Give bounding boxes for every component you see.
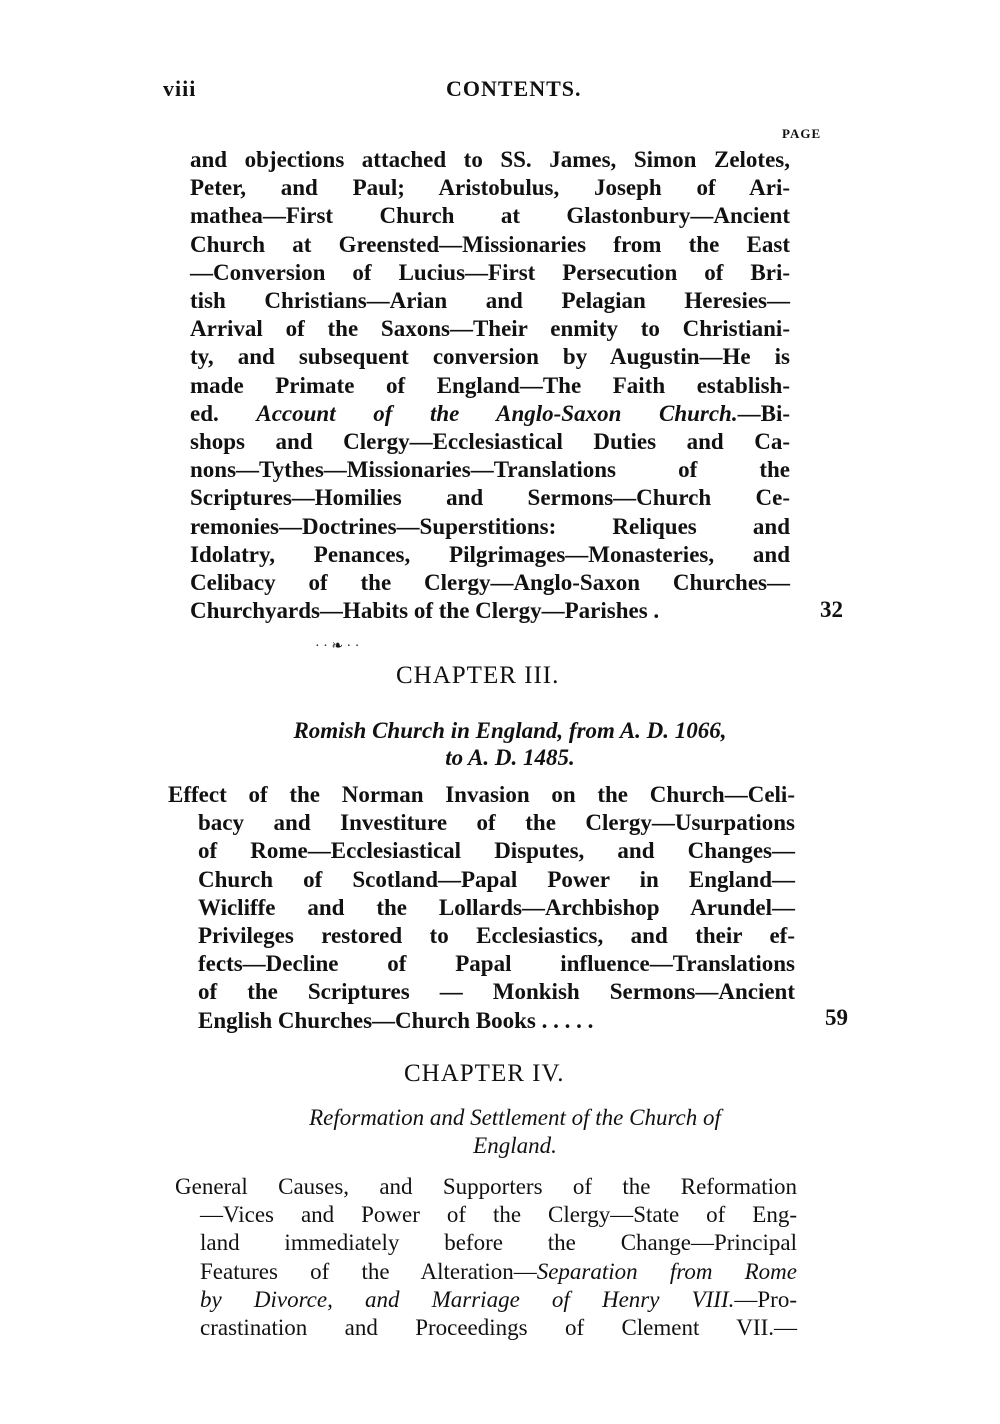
text: ty, and subsequent conversion by Augustin—He is <box>190 344 790 370</box>
chapter-heading: CHAPTER IV. <box>404 1060 565 1087</box>
chapter-subtitle-line: Reformation and Settlement of the Church of <box>309 1105 721 1130</box>
contents-line <box>168 781 795 809</box>
contents-line <box>190 174 790 202</box>
contents-line <box>190 315 790 343</box>
page-ref-59: 59 <box>825 1005 848 1030</box>
ornament: · · ❧ · · <box>315 639 360 654</box>
text: of Rome—Ecclesiastical Disputes, and Changes— <box>198 838 795 864</box>
contents-line <box>198 809 795 837</box>
text: tish Christians—Arian and Pelagian Heresies— <box>190 288 790 313</box>
text: Church at Greensted—Missionaries from the East <box>190 231 790 257</box>
page-number: viii <box>163 76 197 101</box>
chapter-subtitle-line: Romish Church in England, from A. D. 1066, <box>293 718 727 743</box>
contents-line <box>190 287 790 315</box>
text: Churchyards—Habits of the Clergy—Parishes . <box>190 598 660 624</box>
text: Peter, and Paul; Aristobulus, Joseph of Ari- <box>190 175 790 201</box>
text: —Pro- <box>734 1286 797 1312</box>
text: of the Scriptures — Monkish Sermons—Ancient <box>198 979 795 1005</box>
contents-line <box>190 231 790 259</box>
italic-text: Separation from Rome <box>536 1258 797 1284</box>
contents-line <box>198 866 795 894</box>
text: Celibacy of the Clergy—Anglo-Saxon Churches— <box>190 570 790 595</box>
contents-line <box>198 950 795 978</box>
text: —Bi- <box>737 400 790 426</box>
contents-line <box>200 1229 797 1257</box>
text: bacy and Investiture of the Clergy—Usurpations <box>198 810 795 836</box>
italic-text: by Divorce, and Marriage of Henry VIII. <box>200 1286 735 1312</box>
contents-line <box>175 1173 797 1201</box>
text: English Churches—Church Books . . . . . <box>198 1007 594 1033</box>
text: land immediately before the Change—Principal <box>200 1230 797 1256</box>
contents-line <box>190 428 790 456</box>
text: fects—Decline of Papal influence—Translations <box>198 951 795 977</box>
text: —Vices and Power of the Clergy—State of Eng- <box>200 1202 797 1228</box>
text: made Primate of England—The Faith establish- <box>190 372 790 398</box>
text: Wicliffe and the Lollards—Archbishop Arundel— <box>198 894 795 920</box>
contents-line <box>190 259 790 287</box>
text: Scriptures—Homilies and Sermons—Church Ce- <box>190 485 790 511</box>
contents-line <box>198 922 795 950</box>
contents-line <box>190 343 790 371</box>
contents-line <box>190 513 790 541</box>
contents-line <box>198 1007 795 1035</box>
italic-text: Account of the Anglo-Saxon Church. <box>256 400 738 426</box>
contents-line <box>200 1314 797 1342</box>
text: remonies—Doctrines—Superstitions: Reliques and <box>190 513 790 539</box>
text: ed. <box>190 400 257 426</box>
contents-line <box>190 456 790 484</box>
contents-line <box>200 1258 797 1286</box>
contents-line <box>190 569 790 597</box>
contents-line <box>200 1201 797 1229</box>
contents-line <box>198 894 795 922</box>
chapter-subtitle-line: England. <box>473 1133 557 1158</box>
text: Effect of the Norman Invasion on the Church—Celi- <box>168 782 795 807</box>
chapter-subtitle-line: to A. D. 1485. <box>445 745 575 770</box>
contents-line <box>190 202 790 230</box>
running-title: CONTENTS. <box>446 76 582 101</box>
contents-line <box>198 837 795 865</box>
text: Church of Scotland—Papal Power in England— <box>198 866 795 892</box>
text: and objections attached to SS. James, Simon Zelotes, <box>190 147 790 172</box>
text: Privileges restored to Ecclesiastics, and their ef- <box>198 923 795 948</box>
text: Idolatry, Penances, Pilgrimages—Monasteries, and <box>190 541 790 567</box>
contents-line <box>190 484 790 512</box>
contents-line <box>190 597 790 625</box>
contents-line <box>190 372 790 400</box>
contents-line <box>190 541 790 569</box>
contents-line <box>198 978 795 1006</box>
text: nons—Tythes—Missionaries—Translations of the <box>190 457 790 483</box>
text: shops and Clergy—Ecclesiastical Duties and Ca- <box>190 429 790 454</box>
text: mathea—First Church at Glastonbury—Ancient <box>190 203 790 229</box>
page-column-label: PAGE <box>782 126 822 141</box>
text: General Causes, and Supporters of the Reformation <box>175 1174 797 1199</box>
contents-line <box>190 146 790 174</box>
page-ref-32: 32 <box>820 597 843 622</box>
contents-line <box>200 1286 797 1314</box>
text: crastination and Proceedings of Clement VII.— <box>200 1315 797 1340</box>
contents-line <box>190 400 790 428</box>
text: Features of the Alteration— <box>200 1258 537 1284</box>
text: —Conversion of Lucius—First Persecution of Bri- <box>190 259 790 285</box>
text: Arrival of the Saxons—Their enmity to Christiani- <box>190 316 790 342</box>
chapter-heading: CHAPTER III. <box>396 662 560 689</box>
